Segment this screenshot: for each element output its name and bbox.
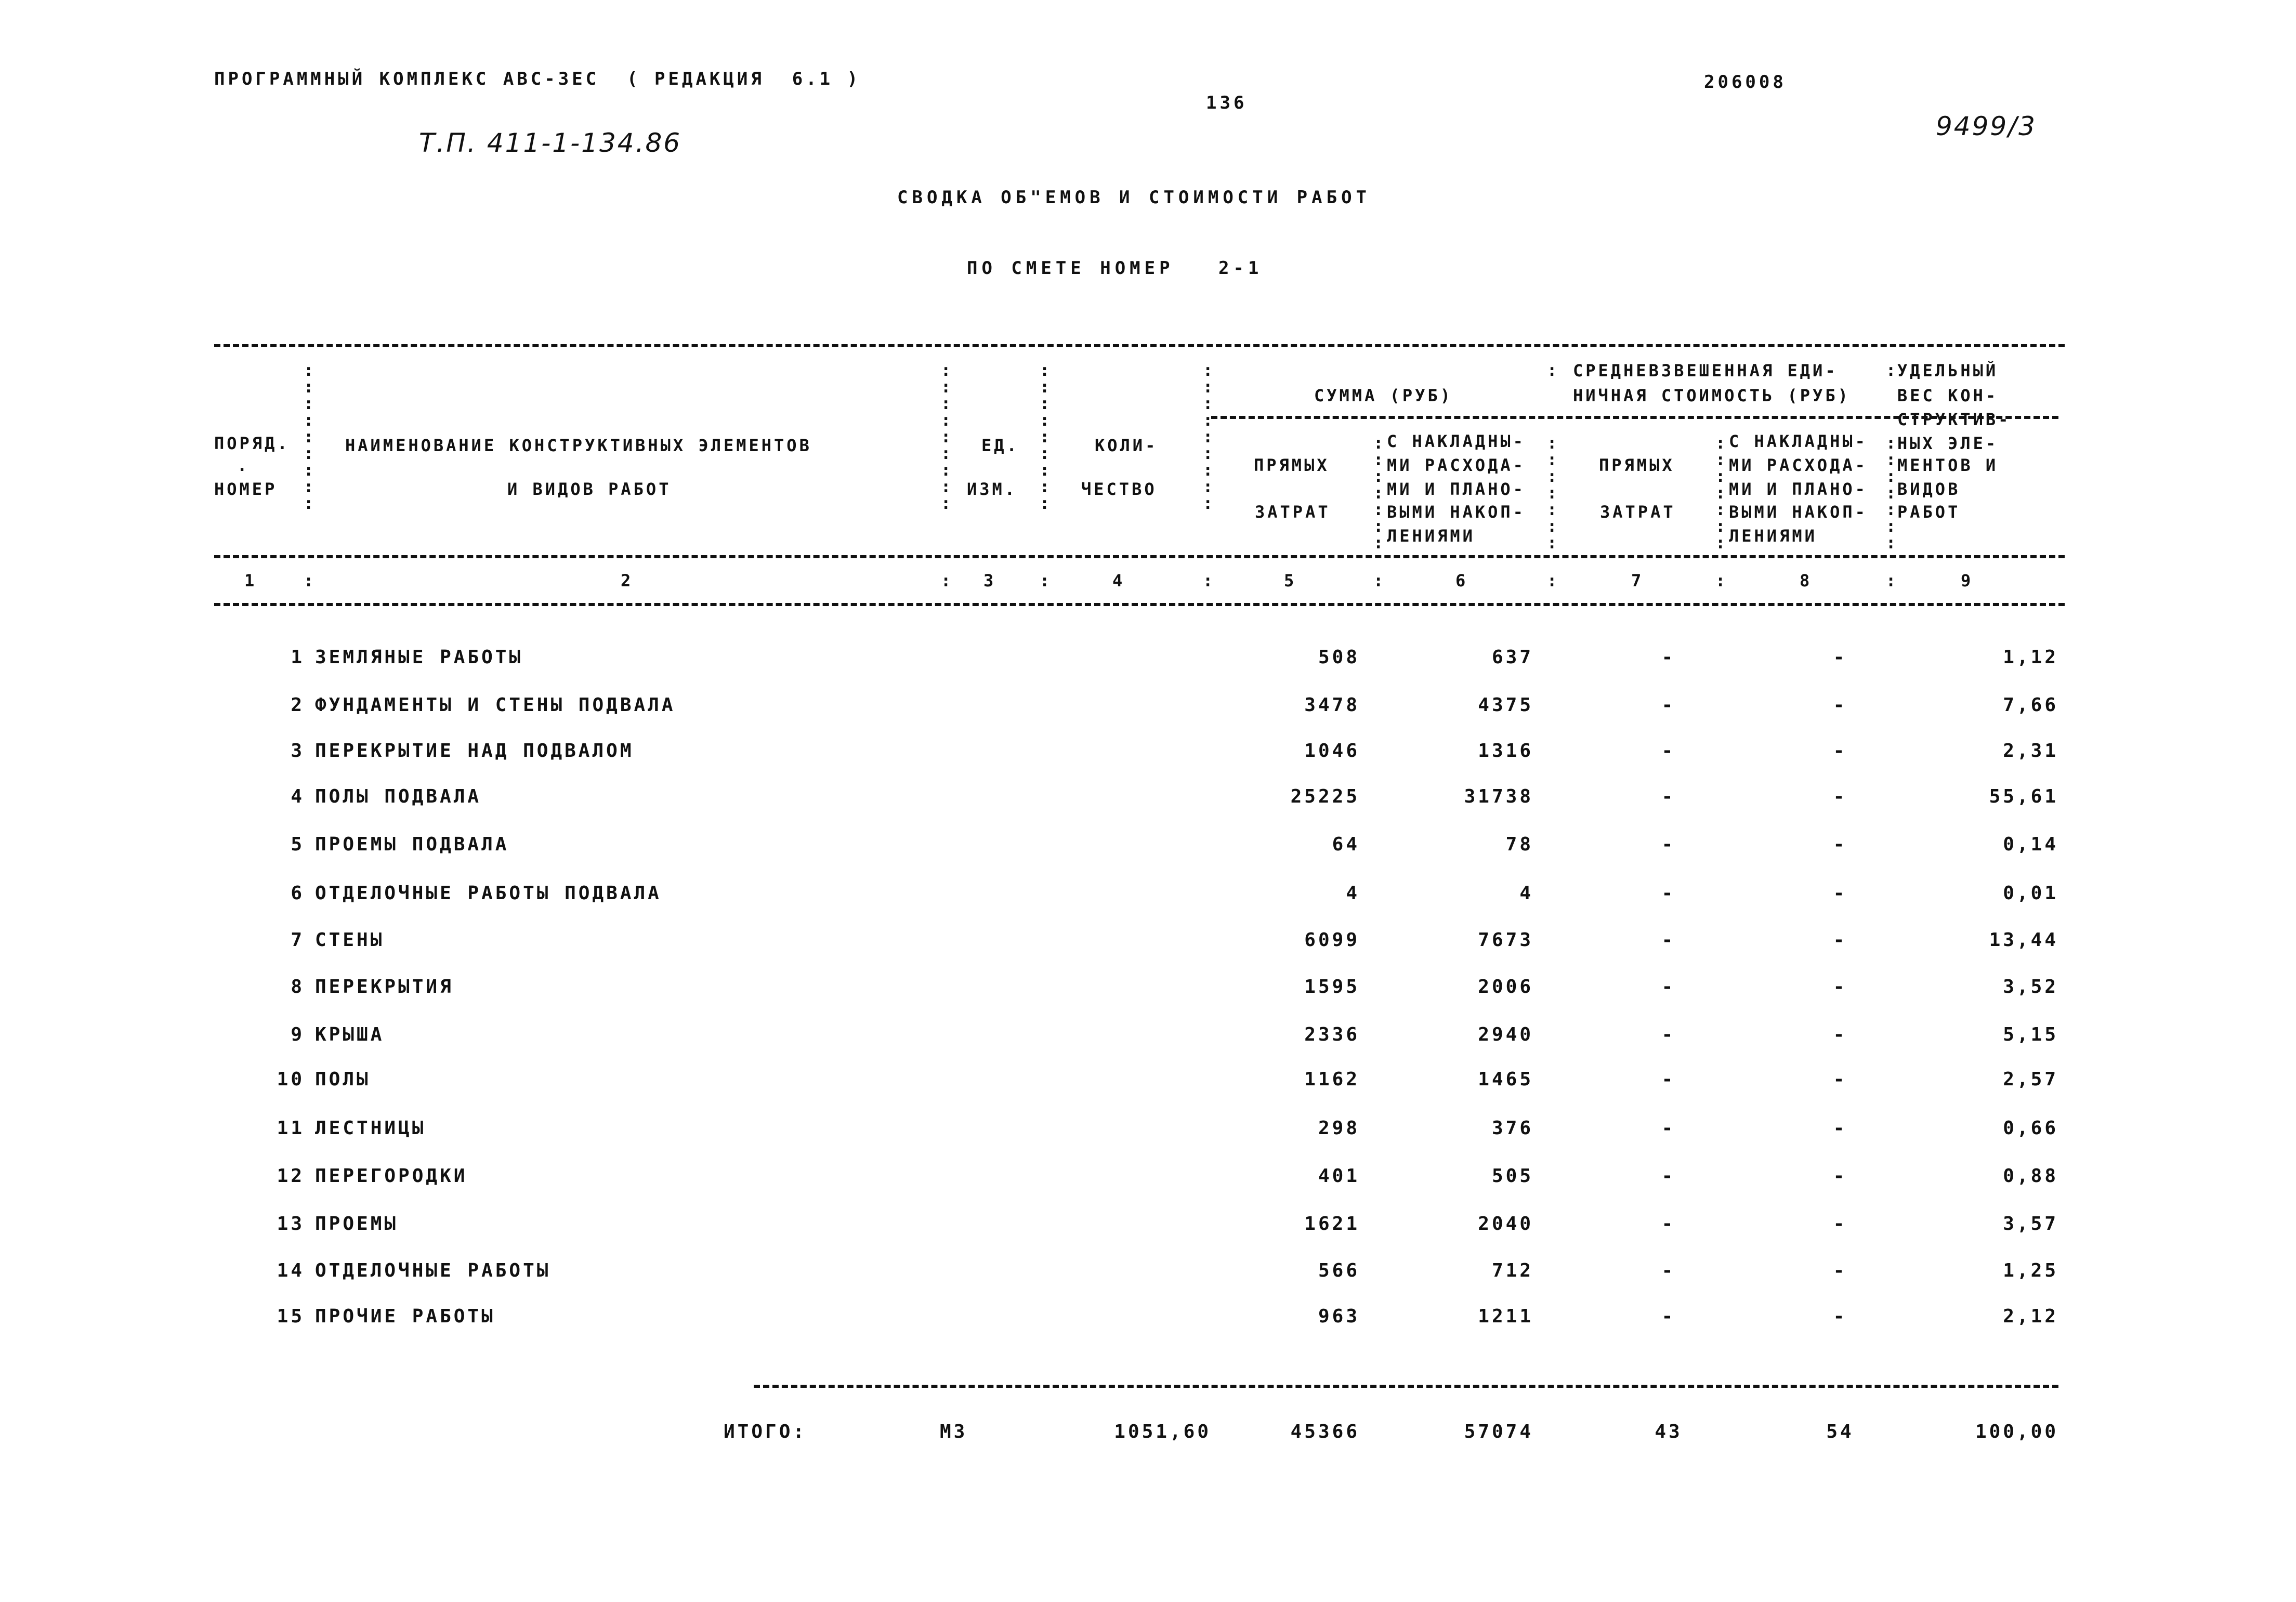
row-avg-overhead: -	[1833, 883, 1847, 904]
row-name: ПОЛЫ	[315, 1069, 371, 1090]
col7-header-line1: ПРЯМЫХ	[1599, 455, 1675, 475]
row-direct-cost: 64	[1332, 834, 1360, 855]
row-overhead-cost: 2040	[1478, 1213, 1533, 1235]
row-name: СТЕНЫ	[315, 929, 385, 951]
row-number: 8	[291, 976, 305, 997]
row-number: 4	[291, 786, 305, 807]
col6-header-line2: МИ РАСХОДА-	[1387, 455, 1526, 475]
row-avg-overhead: -	[1833, 1069, 1847, 1090]
row-name: ЛЕСТНИЦЫ	[315, 1118, 426, 1139]
row-direct-cost: 25225	[1290, 786, 1360, 807]
row-avg-overhead: -	[1833, 1306, 1847, 1327]
col4-header-line2: ЧЕСТВО	[1081, 479, 1157, 499]
row-direct-cost: 298	[1318, 1118, 1360, 1139]
row-avg-overhead: -	[1833, 786, 1847, 807]
col8-header-line5: ЛЕНИЯМИ	[1729, 526, 1817, 546]
row-avg-direct: -	[1661, 1069, 1676, 1090]
total-avg-overhead: 54	[1826, 1421, 1854, 1442]
row-name: ПРОЧИЕ РАБОТЫ	[315, 1306, 495, 1327]
row-overhead-cost: 1211	[1478, 1306, 1533, 1327]
row-share: 5,15	[2003, 1024, 2058, 1045]
row-avg-direct: -	[1661, 786, 1676, 807]
table-top-rule	[214, 344, 2065, 347]
row-avg-direct: -	[1661, 883, 1676, 904]
row-direct-cost: 1621	[1304, 1213, 1360, 1235]
row-direct-cost: 6099	[1304, 929, 1360, 951]
column-number: 6	[1455, 571, 1468, 590]
row-avg-direct: -	[1661, 834, 1676, 855]
row-direct-cost: 1162	[1304, 1069, 1360, 1090]
col9-header-line3: СТРУКТИВ-	[1897, 410, 2011, 429]
row-number: 10	[277, 1069, 305, 1090]
column-number: 9	[1961, 571, 1974, 590]
row-direct-cost: 963	[1318, 1306, 1360, 1327]
row-number: 5	[291, 834, 305, 855]
row-number: 1	[291, 647, 305, 668]
row-share: 0,66	[2003, 1118, 2058, 1139]
row-name: ОТДЕЛОЧНЫЕ РАБОТЫ ПОДВАЛА	[315, 883, 662, 904]
row-overhead-cost: 4375	[1478, 694, 1533, 716]
row-avg-direct: -	[1661, 1260, 1676, 1281]
row-avg-direct: -	[1661, 1118, 1676, 1139]
row-name: ЗЕМЛЯНЫЕ РАБОТЫ	[315, 647, 523, 668]
row-share: 0,01	[2003, 883, 2058, 904]
row-overhead-cost: 712	[1491, 1260, 1533, 1281]
row-avg-overhead: -	[1833, 976, 1847, 997]
column-number: 1	[244, 571, 257, 590]
row-number: 14	[277, 1260, 305, 1281]
row-name: ПЕРЕКРЫТИЯ	[315, 976, 454, 997]
total-overhead: 57074	[1464, 1421, 1533, 1442]
row-share: 7,66	[2003, 694, 2058, 716]
col6-header-line3: МИ И ПЛАНО-	[1387, 479, 1526, 499]
row-share: 13,44	[1989, 929, 2058, 951]
row-name: ПРОЕМЫ ПОДВАЛА	[315, 834, 509, 855]
col2-header-line2: И ВИДОВ РАБОТ	[507, 479, 672, 499]
column-number: 7	[1631, 571, 1644, 590]
row-number: 2	[291, 694, 305, 716]
row-avg-overhead: -	[1833, 1118, 1847, 1139]
col6-header-line1: С НАКЛАДНЫ-	[1387, 431, 1526, 451]
col9-header-line7: РАБОТ	[1897, 502, 1961, 522]
row-avg-direct: -	[1661, 694, 1676, 716]
row-name: ФУНДАМЕНТЫ И СТЕНЫ ПОДВАЛА	[315, 694, 676, 716]
row-avg-overhead: -	[1833, 1260, 1847, 1281]
column-number: 8	[1800, 571, 1813, 590]
row-overhead-cost: 7673	[1478, 929, 1533, 951]
row-avg-overhead: -	[1833, 647, 1847, 668]
row-overhead-cost: 505	[1491, 1165, 1533, 1187]
row-share: 3,52	[2003, 976, 2058, 997]
row-overhead-cost: 1316	[1478, 740, 1533, 761]
row-number: 6	[291, 883, 305, 904]
col9-header-line6: ВИДОВ	[1897, 479, 1961, 499]
row-overhead-cost: 4	[1519, 883, 1533, 904]
row-number: 12	[277, 1165, 305, 1187]
row-number: 3	[291, 740, 305, 761]
page-title: СВОДКА ОБ"ЕМОВ И СТОИМОСТИ РАБОТ	[897, 187, 1371, 208]
row-overhead-cost: 637	[1491, 647, 1533, 668]
row-share: 55,61	[1989, 786, 2058, 807]
page-number: 136	[1206, 93, 1248, 113]
tp-label: Т.П. 411-1-134.86	[419, 128, 682, 158]
col2-header-line1: НАИМЕНОВАНИЕ КОНСТРУКТИВНЫХ ЭЛЕМЕНТОВ	[345, 436, 812, 455]
col6-header-line5: ЛЕНИЯМИ	[1387, 526, 1475, 546]
row-share: 2,57	[2003, 1069, 2058, 1090]
total-rule	[754, 1385, 2058, 1388]
total-label: ИТОГО:	[724, 1421, 807, 1442]
program-header: ПРОГРАММНЫЙ КОМПЛЕКС АВС-ЗЕС ( РЕДАКЦИЯ 6.1 )	[214, 69, 861, 89]
row-share: 2,12	[2003, 1306, 2058, 1327]
col9-header-line1: УДЕЛЬНЫЙ	[1897, 361, 1999, 380]
row-name: ПЕРЕКРЫТИЕ НАД ПОДВАЛОМ	[315, 740, 634, 761]
col1-header-line1: ПОРЯД.	[214, 434, 290, 453]
row-number: 9	[291, 1024, 305, 1045]
col7-header-line2: ЗАТРАТ	[1600, 502, 1676, 522]
row-avg-direct: -	[1661, 740, 1676, 761]
row-share: 2,31	[2003, 740, 2058, 761]
total-direct: 45366	[1290, 1421, 1360, 1442]
row-avg-overhead: -	[1833, 1024, 1847, 1045]
row-name: ПОЛЫ ПОДВАЛА	[315, 786, 482, 807]
col8-header-line2: МИ РАСХОДА-	[1729, 455, 1868, 475]
row-direct-cost: 566	[1318, 1260, 1360, 1281]
col6-header-line4: ВЫМИ НАКОП-	[1387, 502, 1526, 522]
row-direct-cost: 508	[1318, 647, 1360, 668]
avg-group-header-line1: СРЕДНЕВЗВЕШЕННАЯ ЕДИ-	[1573, 361, 1838, 380]
avg-group-header-line2: НИЧНАЯ СТОИМОСТЬ (РУБ)	[1573, 386, 1851, 405]
row-overhead-cost: 376	[1491, 1118, 1533, 1139]
col9-header-line4: НЫХ ЭЛЕ-	[1897, 434, 1999, 453]
row-share: 1,12	[2003, 647, 2058, 668]
number-row-rule	[214, 603, 2065, 606]
column-number: 3	[983, 571, 996, 590]
row-share: 1,25	[2003, 1260, 2058, 1281]
col5-header-line2: ЗАТРАТ	[1255, 502, 1331, 522]
row-direct-cost: 4	[1346, 883, 1360, 904]
row-avg-direct: -	[1661, 1213, 1676, 1235]
column-number: 4	[1112, 571, 1125, 590]
row-avg-direct: -	[1661, 929, 1676, 951]
handwritten-reference: 9499/3	[1936, 111, 2037, 141]
row-share: 3,57	[2003, 1213, 2058, 1235]
row-number: 15	[277, 1306, 305, 1327]
col9-header-line5: МЕНТОВ И	[1897, 455, 1999, 475]
row-direct-cost: 3478	[1304, 694, 1360, 716]
row-avg-overhead: -	[1833, 1165, 1847, 1187]
row-number: 7	[291, 929, 305, 951]
col5-header-line1: ПРЯМЫХ	[1254, 455, 1330, 475]
row-overhead-cost: 2940	[1478, 1024, 1533, 1045]
row-overhead-cost: 1465	[1478, 1069, 1533, 1090]
row-direct-cost: 401	[1318, 1165, 1360, 1187]
row-name: ОТДЕЛОЧНЫЕ РАБОТЫ	[315, 1260, 551, 1281]
col1-header-line2: .	[237, 455, 250, 475]
row-number: 13	[277, 1213, 305, 1235]
col4-header-line1: КОЛИ-	[1095, 436, 1158, 455]
page-subtitle: ПО СМЕТЕ НОМЕР 2-1	[967, 258, 1263, 279]
row-overhead-cost: 78	[1505, 834, 1533, 855]
col3-header-line2: ИЗМ.	[967, 479, 1018, 499]
row-avg-direct: -	[1661, 1165, 1676, 1187]
col8-header-line3: МИ И ПЛАНО-	[1729, 479, 1868, 499]
col9-header-line2: ВЕС КОН-	[1897, 386, 1999, 405]
row-avg-overhead: -	[1833, 929, 1847, 951]
row-overhead-cost: 2006	[1478, 976, 1533, 997]
sum-group-header: СУММА (РУБ)	[1314, 386, 1453, 405]
total-unit: М3	[940, 1421, 968, 1442]
col8-header-line1: С НАКЛАДНЫ-	[1729, 431, 1868, 451]
row-avg-overhead: -	[1833, 740, 1847, 761]
row-avg-direct: -	[1661, 647, 1676, 668]
row-name: ПЕРЕГОРОДКИ	[315, 1165, 468, 1187]
col8-header-line4: ВЫМИ НАКОП-	[1729, 502, 1868, 522]
document-code: 206008	[1704, 72, 1787, 93]
row-name: ПРОЕМЫ	[315, 1213, 399, 1235]
col1-header-line3: НОМЕР	[214, 479, 278, 499]
column-number: 2	[621, 571, 634, 590]
row-overhead-cost: 31738	[1464, 786, 1533, 807]
row-direct-cost: 2336	[1304, 1024, 1360, 1045]
row-share: 0,14	[2003, 834, 2058, 855]
row-share: 0,88	[2003, 1165, 2058, 1187]
row-direct-cost: 1046	[1304, 740, 1360, 761]
row-avg-overhead: -	[1833, 834, 1847, 855]
total-avg-direct: 43	[1655, 1421, 1683, 1442]
row-name: КРЫША	[315, 1024, 385, 1045]
row-number: 11	[277, 1118, 305, 1139]
total-share: 100,00	[1975, 1421, 2058, 1442]
row-avg-direct: -	[1661, 976, 1676, 997]
total-quantity: 1051,60	[1114, 1421, 1211, 1442]
row-avg-direct: -	[1661, 1306, 1676, 1327]
col3-header-line1: ЕД.	[981, 436, 1019, 455]
row-avg-overhead: -	[1833, 1213, 1847, 1235]
header-bottom-rule	[214, 555, 2065, 558]
row-direct-cost: 1595	[1304, 976, 1360, 997]
row-avg-overhead: -	[1833, 694, 1847, 716]
row-avg-direct: -	[1661, 1024, 1676, 1045]
column-number: 5	[1284, 571, 1297, 590]
